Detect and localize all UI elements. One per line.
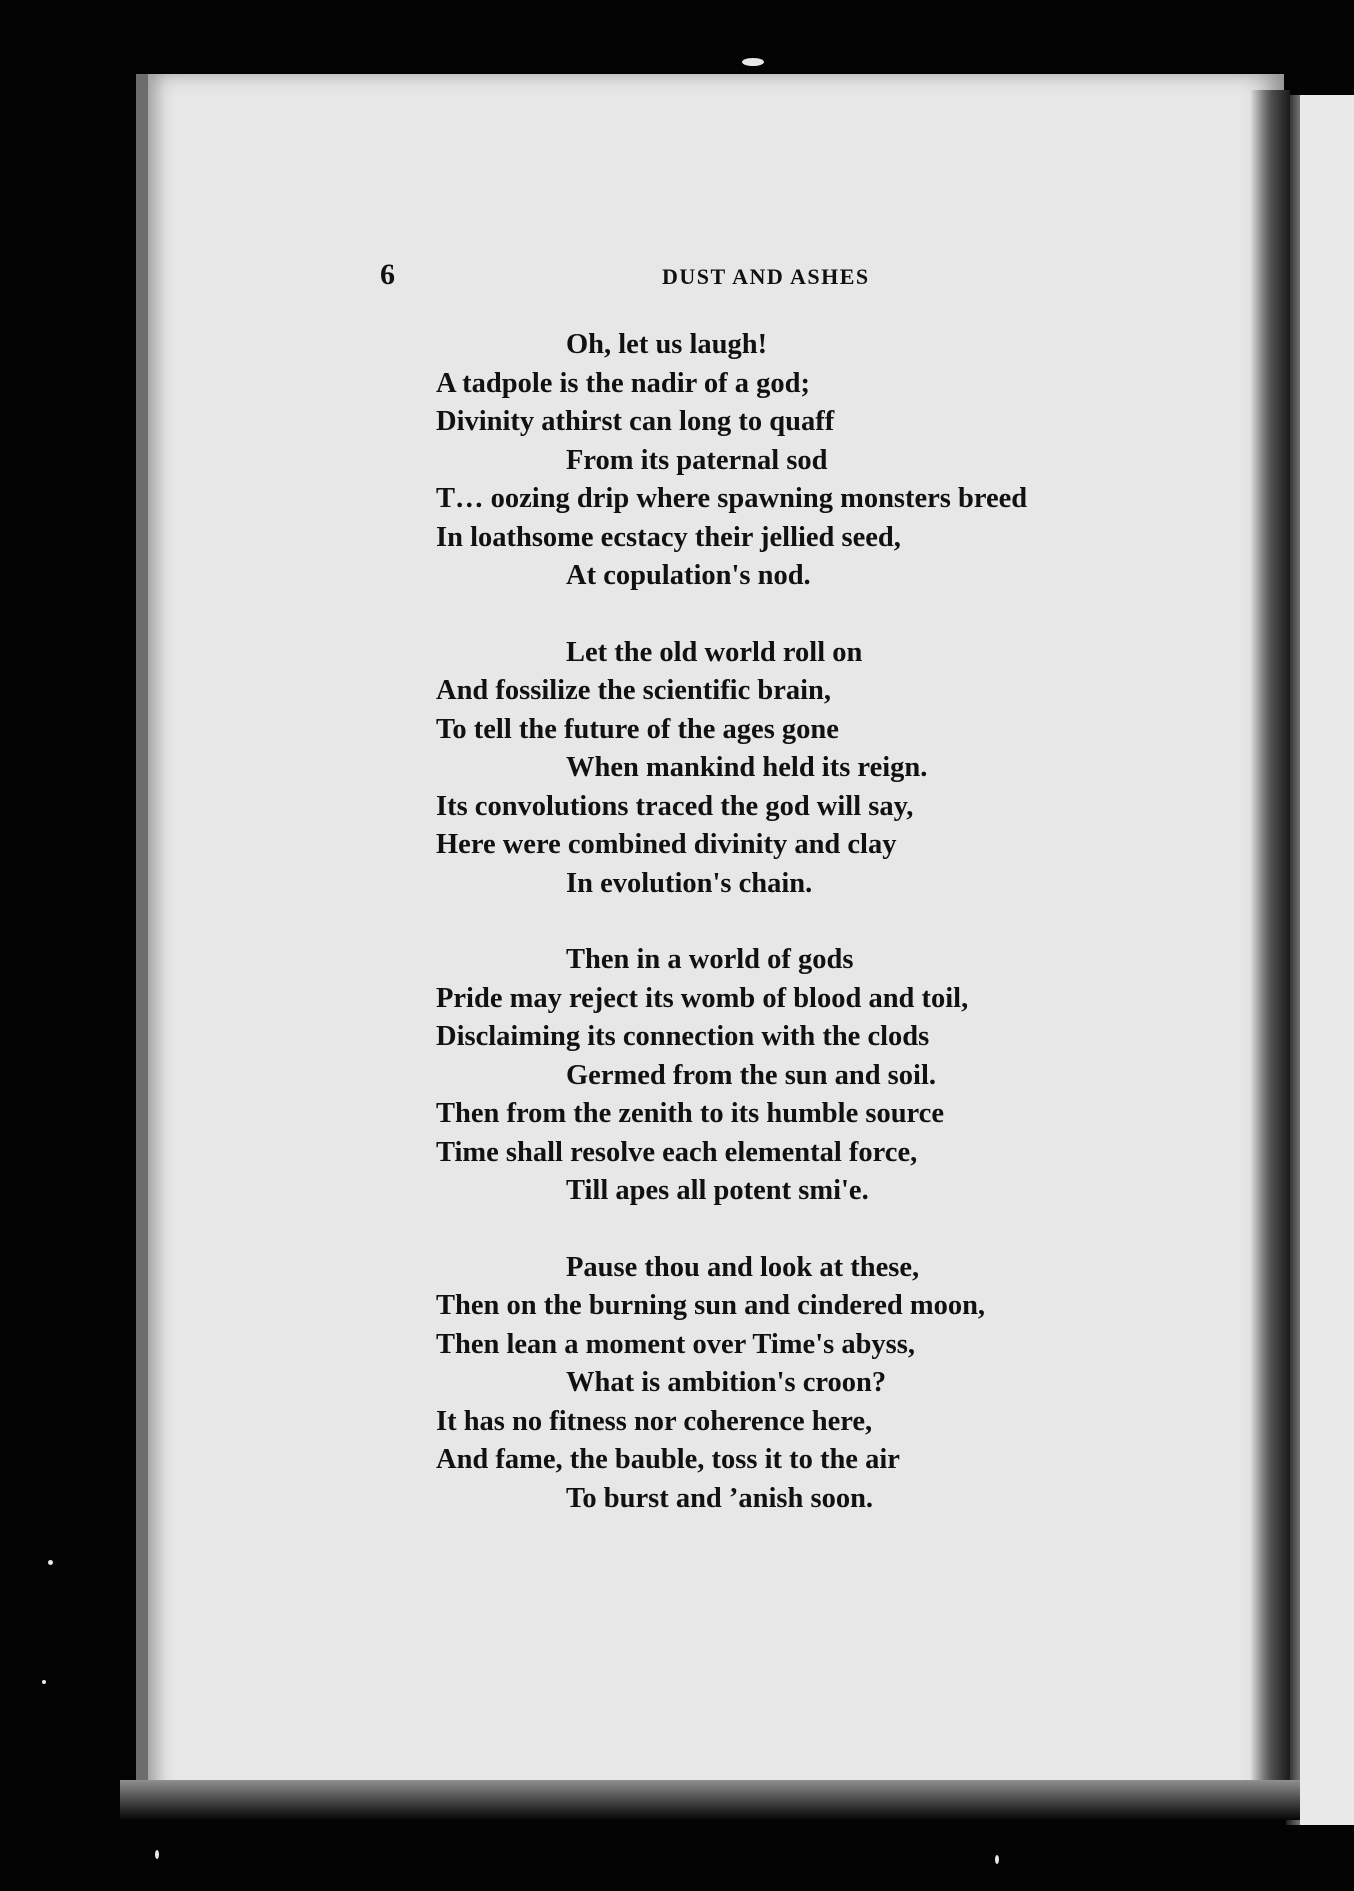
poem-line: Then in a world of gods (566, 944, 854, 975)
poem-line: And fossilize the scientific brain, (436, 675, 832, 706)
gutter-shadow (1250, 90, 1290, 1790)
poem-line: It has no fitness nor coherence here, (436, 1405, 873, 1437)
poem-line: Its convolutions traced the god will say, (436, 790, 914, 822)
poem-line: Disclaiming its connection with the clods (436, 1021, 930, 1052)
running-head: DUST AND ASHES (662, 264, 870, 289)
poem-line: In evolution's chain. (566, 867, 813, 899)
adjacent-page (1300, 95, 1354, 1825)
poem-line: At copulation's nod. (566, 560, 811, 591)
scan-speck (995, 1855, 999, 1864)
poem-line: When mankind held its reign. (566, 752, 928, 783)
poem-line: A tadpole is the nadir of a god; (436, 367, 810, 399)
poem-line: Oh, let us laugh! (566, 329, 768, 360)
poem-line: Here were combined divinity and clay (436, 829, 897, 860)
poem-line: From its paternal sod (566, 444, 828, 476)
stanza (436, 1249, 1256, 1519)
poem-line: Time shall resolve each elemental force, (436, 1136, 918, 1168)
poem-line: To burst and ’anish soon. (566, 1482, 874, 1514)
poem-line: Then lean a moment over Time's abyss, (436, 1328, 915, 1360)
scan-speck (742, 58, 764, 66)
poem-line: And fame, the bauble, toss it to the air (436, 1444, 900, 1475)
poem-line: Then on the burning sun and cindered moon, (436, 1290, 986, 1321)
scan-speck (48, 1560, 53, 1565)
stanza (436, 634, 1256, 904)
poem-line: Germed from the sun and soil. (566, 1059, 936, 1091)
poem-body (436, 326, 1256, 1556)
page-bottom-edge (120, 1780, 1300, 1820)
poem-line: To tell the future of the ages gone (436, 713, 839, 745)
scan-speck (155, 1850, 159, 1859)
poem-line: Pride may reject its womb of blood and toil, (436, 982, 969, 1014)
poem-line: Till apes all potent smi'e. (566, 1175, 869, 1206)
poem-line: Divinity athirst can long to quaff (436, 406, 835, 437)
poem-line: What is ambition's croon? (566, 1367, 887, 1398)
poem-line: Pause thou and look at these, (566, 1251, 920, 1283)
poem-line: T… oozing drip where spawning monsters breed (436, 483, 1028, 514)
stanza (436, 326, 1256, 596)
poem-line: In loathsome ecstacy their jellied seed, (436, 521, 901, 553)
stanza (436, 941, 1256, 1211)
scan-speck (42, 1680, 46, 1684)
poem-line: Then from the zenith to its humble source (436, 1098, 944, 1129)
page-number: 6 (380, 258, 395, 291)
page-header (0, 258, 1354, 298)
poem-line: Let the old world roll on (566, 636, 863, 668)
